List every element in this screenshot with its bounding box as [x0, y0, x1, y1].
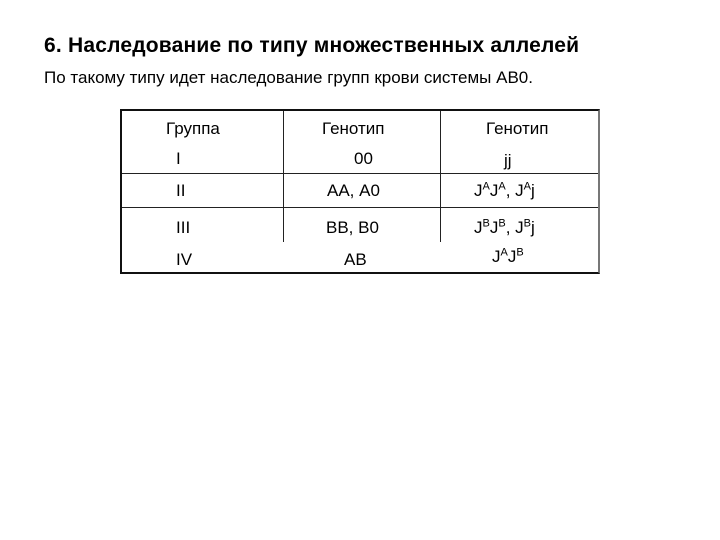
table-cell-group: III [176, 218, 191, 237]
table-cell-group: I [176, 149, 181, 168]
table-cell-genotype-alleles: $J^AJ^A$, $J^Aj$ [474, 180, 535, 200]
page-subtitle: По такому типу идет наследование групп крови системы АВ0. [44, 68, 533, 87]
table-cell-genotype-alleles: $J^BJ^B$, $J^Bj$ [474, 217, 535, 237]
column-divider [283, 111, 284, 242]
column-divider [440, 111, 441, 242]
table-cell-genotype: АВ [344, 250, 367, 269]
row-divider [122, 173, 598, 174]
table-cell-genotype: 00 [354, 149, 373, 168]
table-cell-group: II [176, 181, 186, 200]
row-divider [122, 207, 598, 208]
table-cell-genotype: АА, А0 [327, 181, 380, 200]
table-cell-genotype-alleles: jj [504, 151, 512, 170]
table-cell-genotype-alleles: $J^AJ^B$ [492, 246, 524, 266]
table-cell-group: IV [176, 250, 193, 269]
page-title: 6. Наследование по типу множественных аллелей [44, 34, 580, 57]
table-cell-genotype: ВВ, В0 [326, 218, 379, 237]
blood-group-table [120, 109, 600, 274]
header-group: Группа [166, 119, 220, 138]
header-genotype: Генотип [322, 119, 385, 138]
header-genotype-alleles: Генотип [486, 119, 549, 138]
